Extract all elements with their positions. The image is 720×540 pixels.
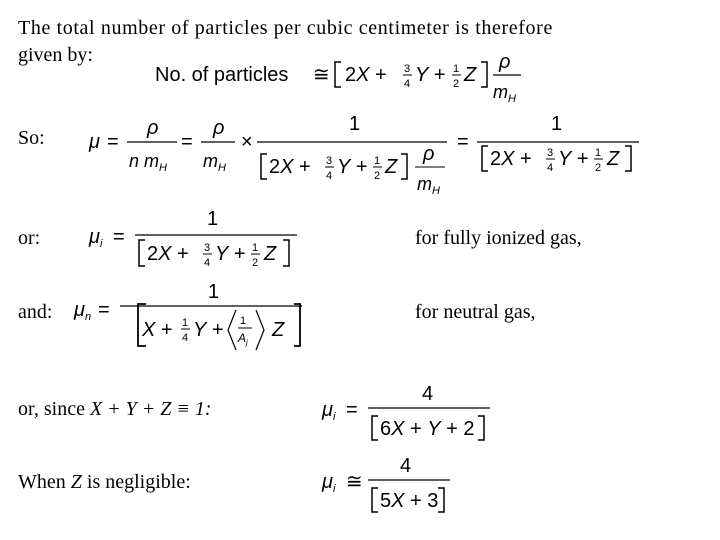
den3-term-z: Z [385, 156, 398, 178]
equation-mu-n [70, 278, 310, 356]
or-since-expression: X + Y + Z ≡ 1: [89, 398, 212, 420]
den4-frac-3-4-num: 3 [547, 147, 554, 159]
n-mh-den: n $m_H$ [129, 151, 167, 174]
den3-frac-1-2-den: 2 [374, 170, 381, 182]
left-bracket-4 [482, 146, 488, 171]
term-2x: 2X + [147, 243, 189, 265]
den3-frac-3-4-num: 3 [326, 155, 333, 167]
particles-lhs: No. of particles [155, 64, 289, 86]
left-bracket [372, 416, 378, 440]
mu-i-symbol: $\mu_i$ [322, 399, 336, 423]
denominator-expr: 5X + 3 [380, 490, 439, 512]
aj-frac-num: 1 [240, 315, 247, 327]
right-bracket [478, 416, 484, 440]
when-variable: Z [70, 471, 82, 493]
right-bracket [481, 62, 487, 87]
mu-i-symbol: $\mu_i$ [89, 226, 103, 250]
frac-3-4-den: 4 [404, 78, 411, 90]
rho-num-2: ρ [213, 117, 225, 139]
one-num-4: 1 [551, 113, 563, 135]
label-or: or: [18, 227, 41, 249]
den4-term-z: Z [607, 148, 620, 170]
equals-3: = [457, 131, 469, 153]
mu-i-symbol: $\mu_i$ [322, 471, 336, 495]
rho-numerator: ρ [499, 51, 511, 73]
right-bracket [283, 240, 289, 266]
equation-mu [85, 110, 645, 205]
right-angle [256, 310, 264, 350]
left-angle [228, 310, 236, 350]
intro-line-2: given by: [18, 44, 93, 66]
frac-1-2-den: 2 [453, 78, 460, 90]
equation-mu-i-negligible [318, 450, 468, 518]
term-y: Y + [215, 243, 246, 265]
den4-frac-1-2-num: 1 [595, 147, 602, 159]
when-suffix: is negligible: [81, 471, 191, 493]
den4-term-2x: 2X + [490, 148, 532, 170]
right-bracket-3 [401, 154, 407, 179]
one-numerator: 1 [207, 208, 219, 230]
equation-mu-i-since [318, 378, 498, 446]
equals: = [113, 226, 125, 248]
times-symbol: × [241, 131, 253, 153]
mu-symbol: μ [89, 131, 100, 153]
approx-symbol: ≅ [346, 471, 363, 493]
label-and: and: [18, 301, 53, 323]
aj-frac-den: $A_j$ [238, 331, 248, 347]
approx-symbol: ≅ [313, 64, 330, 86]
equals: = [346, 399, 358, 421]
frac-1-2-den: 2 [252, 257, 259, 269]
den3-mh: $m_H$ [417, 174, 440, 197]
one-numerator: 1 [208, 281, 220, 303]
den3-term-y: Y + [337, 156, 368, 178]
mu-n-symbol: $\mu_n$ [74, 299, 92, 323]
label-when-negligible [18, 470, 191, 494]
term-y: Y + [193, 319, 224, 341]
frac-3-4-den: 4 [204, 257, 211, 269]
four-numerator: 4 [422, 383, 434, 405]
den4-term-y: Y + [558, 148, 589, 170]
left-bracket [139, 240, 145, 266]
right-bracket [438, 488, 444, 512]
equals-1: = [107, 131, 119, 153]
frac-1-4-den: 4 [182, 332, 189, 344]
term-z: Z [264, 243, 277, 265]
den3-frac-1-2-num: 1 [374, 155, 381, 167]
mh-denominator: $m_H$ [493, 82, 516, 105]
equals-2: = [181, 131, 193, 153]
term-x: X + [142, 319, 173, 341]
den4-frac-1-2-den: 2 [595, 162, 602, 174]
one-num-3: 1 [349, 113, 361, 135]
bracket-term-z: Z [464, 64, 477, 86]
frac-1-2-num: 1 [252, 242, 259, 254]
note-fully-ionized: for fully ionized gas, [415, 227, 582, 249]
right-bracket [294, 304, 300, 346]
left-bracket [335, 62, 341, 87]
rho-num-1: ρ [147, 117, 159, 139]
note-neutral: for neutral gas, [415, 301, 536, 323]
den3-term-2x: 2X + [269, 156, 311, 178]
frac-3-4-num: 3 [204, 242, 211, 254]
intro-line-1: The total number of particles per cubic centimeter is therefore [18, 17, 553, 39]
frac-3-4-num: 3 [404, 63, 411, 75]
equation-mu-i [85, 205, 305, 275]
term-z: Z [272, 319, 285, 341]
label-so: So: [18, 127, 45, 149]
frac-1-4-num: 1 [182, 317, 189, 329]
bracket-term-y: Y + [415, 64, 446, 86]
bracket-term-2x: 2X + [345, 64, 387, 86]
equation-particles [155, 50, 535, 108]
frac-1-2-num: 1 [453, 63, 460, 75]
or-since-prefix: or, since [18, 398, 90, 420]
label-or-since [18, 397, 212, 421]
den4-frac-3-4-den: 4 [547, 162, 554, 174]
right-bracket-4 [625, 146, 631, 171]
denominator-expr: 6X + Y + 2 [380, 418, 475, 440]
four-numerator: 4 [400, 455, 412, 477]
equals: = [98, 299, 110, 321]
mh-den-2: $m_H$ [203, 151, 226, 174]
when-prefix: When [18, 471, 71, 493]
left-bracket [372, 488, 378, 512]
den3-frac-3-4-den: 4 [326, 170, 333, 182]
left-bracket-3 [261, 154, 267, 179]
den3-rho: ρ [423, 143, 435, 165]
